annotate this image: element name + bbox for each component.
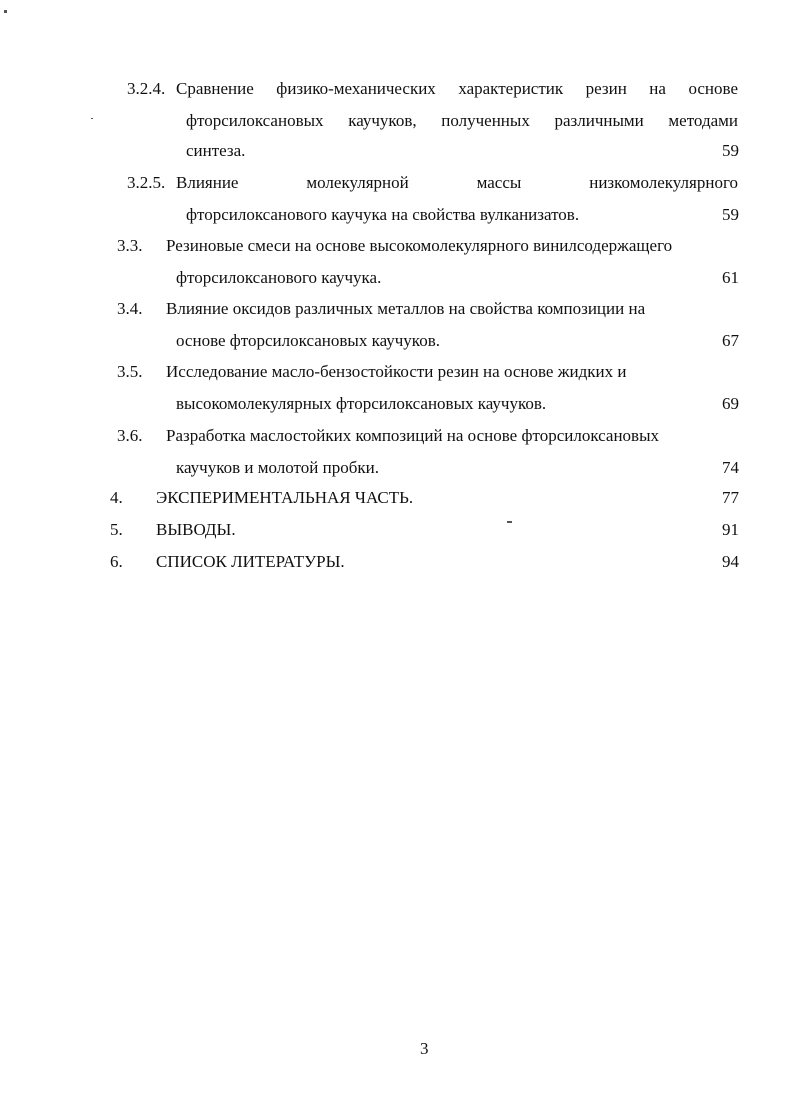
scan-speck — [507, 521, 512, 523]
toc-entry-title: СПИСОК ЛИТЕРАТУРЫ. — [156, 552, 345, 571]
toc-entry-page: 91 — [722, 520, 739, 539]
toc-entry-title-line-2: фторсилоксановых каучуков, полученных различными методами — [186, 111, 738, 130]
scan-speck — [4, 10, 7, 13]
toc-entry-page: 67 — [722, 331, 739, 350]
toc-entry-number: 3.2.4. — [127, 79, 166, 98]
toc-entry-title: ВЫВОДЫ. — [156, 520, 236, 539]
scan-speck — [91, 118, 93, 119]
toc-entry-number: 3.5. — [117, 362, 143, 381]
toc-entry-number: 6. — [110, 552, 123, 571]
toc-entry-title-line-1: Резиновые смеси на основе высокомолекулярного винилсодержащего — [166, 236, 673, 255]
toc-entry-number: 3.3. — [117, 236, 143, 255]
toc-entry-title: ЭКСПЕРИМЕНТАЛЬНАЯ ЧАСТЬ. — [156, 488, 414, 507]
toc-entry-page: 94 — [722, 552, 739, 571]
toc-entry-page: 59 — [722, 205, 739, 224]
toc-entry-page: 69 — [722, 394, 739, 413]
toc-entry-title-line-1: Влияние оксидов различных металлов на свойства композиции на — [166, 299, 646, 318]
toc-entry-title-line-1: Разработка маслостойких композиций на основе фторсилоксановых — [166, 426, 659, 445]
page-number: 3 — [420, 1039, 429, 1058]
toc-entry-number: 4. — [110, 488, 123, 507]
toc-entry-number: 3.2.5. — [127, 173, 166, 192]
toc-entry-title-line-1: Исследование масло-бензостойкости резин на основе жидких и — [166, 362, 627, 381]
toc-entry-page: 77 — [722, 488, 739, 507]
toc-entry-title-line-2: фторсилоксанового каучука на свойства вулканизатов. — [186, 205, 580, 224]
toc-entry-title-line-2: каучуков и молотой пробки. — [176, 458, 379, 477]
toc-entry-title-line-1: Сравнение физико-механических характеристик резин на основе — [176, 79, 738, 98]
toc-entry-number: 3.6. — [117, 426, 143, 445]
toc-entry-page: 61 — [722, 268, 739, 287]
toc-entry-title-line-2: высокомолекулярных фторсилоксановых каучуков. — [176, 394, 547, 413]
toc-entry-number: 3.4. — [117, 299, 143, 318]
toc-entry-title-line-3: синтеза. — [186, 141, 246, 160]
toc-entry-page: 74 — [722, 458, 739, 477]
toc-entry-title-line-2: фторсилоксанового каучука. — [176, 268, 382, 287]
toc-entry-title-line-2: основе фторсилоксановых каучуков. — [176, 331, 440, 350]
toc-entry-title-line-1: Влияние молекулярной массы низкомолекулярного — [176, 173, 738, 192]
toc-entry-page: 59 — [722, 141, 739, 160]
toc-entry-number: 5. — [110, 520, 123, 539]
